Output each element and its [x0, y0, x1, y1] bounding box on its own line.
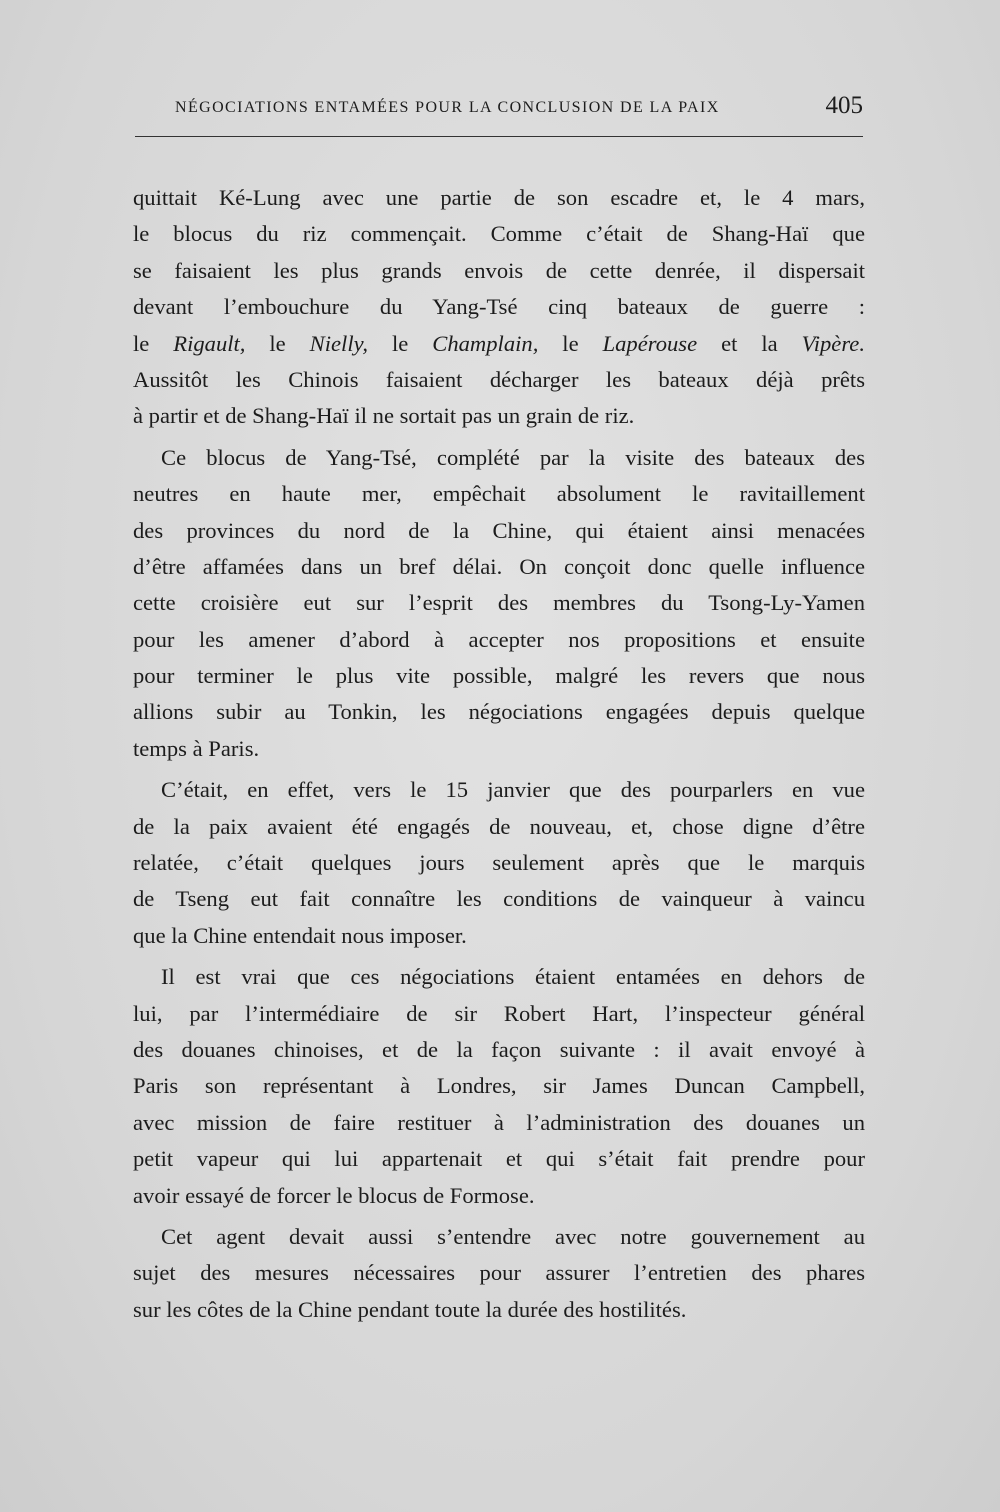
ship-name: Rigault, [173, 330, 246, 356]
text-line: se faisaient les plus grands envois de cette denrée, il dispersait [133, 257, 865, 283]
ship-name: Lapérouse [602, 330, 698, 356]
text-line: pour terminer le plus vite possible, malgré les revers que nous [133, 663, 865, 689]
text-line: Il est vrai que ces négociations étaient entamées en dehors de [161, 964, 865, 990]
text-line: pour les amener d’abord à accepter nos propositions et ensuite [133, 626, 865, 652]
ship-name: Vipère. [801, 330, 865, 356]
text-line: Ce blocus de Yang-Tsé, complété par la visite des bateaux des [161, 444, 865, 470]
header-rule [135, 136, 863, 137]
paragraph [133, 440, 865, 768]
paragraph [133, 1219, 865, 1328]
text-line: lui, par l’intermédiaire de sir Robert Hart, l’inspecteur général [133, 1000, 865, 1026]
page-header [135, 90, 863, 130]
ship-name: Nielly, [309, 330, 369, 356]
text-segment: le [538, 330, 603, 356]
text-line: avoir essayé de forcer le blocus de Formose. [133, 1182, 535, 1208]
text-line: d’être affamées dans un bref délai. On conçoit donc quelle influence [133, 553, 865, 579]
ship-name: Champlain, [432, 330, 539, 356]
text-line: que la Chine entendait nous imposer. [133, 922, 467, 948]
running-title: NÉGOCIATIONS ENTAMÉES POUR LA CONCLUSION DE LA PAIX [175, 99, 720, 116]
text-line: Paris son représentant à Londres, sir James Duncan Campbell, [133, 1073, 865, 1099]
text-line: Aussitôt les Chinois faisaient décharger les bateaux déjà prêts [133, 366, 865, 392]
text-line: temps à Paris. [133, 735, 260, 761]
text-line: avec mission de faire restituer à l’administration des douanes un [133, 1109, 865, 1135]
text-line: sujet des mesures nécessaires pour assurer l’entretien des phares [133, 1260, 865, 1286]
text-line: relatée, c’était quelques jours seulement après que le marquis [133, 850, 865, 876]
text-line: des provinces du nord de la Chine, qui étaient ainsi menacées [133, 517, 865, 543]
page-number: 405 [825, 92, 863, 119]
text-line: allions subir au Tonkin, les négociations engagées depuis quelque [133, 699, 865, 725]
text-line: de la paix avaient été engagés de nouveau, et, chose digne d’être [133, 813, 865, 839]
text-segment: le [245, 330, 310, 356]
text-line: cette croisière eut sur l’esprit des membres du Tsong-Ly-Yamen [133, 590, 865, 616]
text-line: C’était, en effet, vers le 15 janvier que des pourparlers en vue [161, 777, 865, 803]
body-text [133, 180, 865, 1328]
text-segment: le [133, 330, 174, 356]
text-line: petit vapeur qui lui appartenait et qui s’était fait prendre pour [133, 1146, 865, 1172]
text-line: Cet agent devait aussi s’entendre avec notre gouvernement au [161, 1223, 865, 1249]
text-line: neutres en haute mer, empêchait absolument le ravitaillement [133, 481, 865, 507]
paragraph [133, 180, 865, 435]
paragraph [133, 959, 865, 1214]
paragraph [133, 772, 865, 954]
text-line: des douanes chinoises, et de la façon suivante : il avait envoyé à [133, 1036, 865, 1062]
text-line: quittait Ké-Lung avec une partie de son escadre et, le 4 mars, [133, 185, 865, 210]
text-line: le blocus du riz commençait. Comme c’était de Shang-Haï que [133, 221, 865, 247]
text-segment: et la [697, 330, 802, 356]
text-line: sur les côtes de la Chine pendant toute la durée des hostilités. [133, 1296, 687, 1322]
text-line: devant l’embouchure du Yang-Tsé cinq bateaux de guerre : [133, 294, 865, 320]
text-line [133, 326, 865, 362]
text-line: à partir et de Shang-Haï il ne sortait pas un grain de riz. [133, 403, 635, 429]
text-segment: le [368, 330, 433, 356]
text-line: de Tseng eut fait connaître les conditions de vainqueur à vaincu [133, 886, 865, 912]
